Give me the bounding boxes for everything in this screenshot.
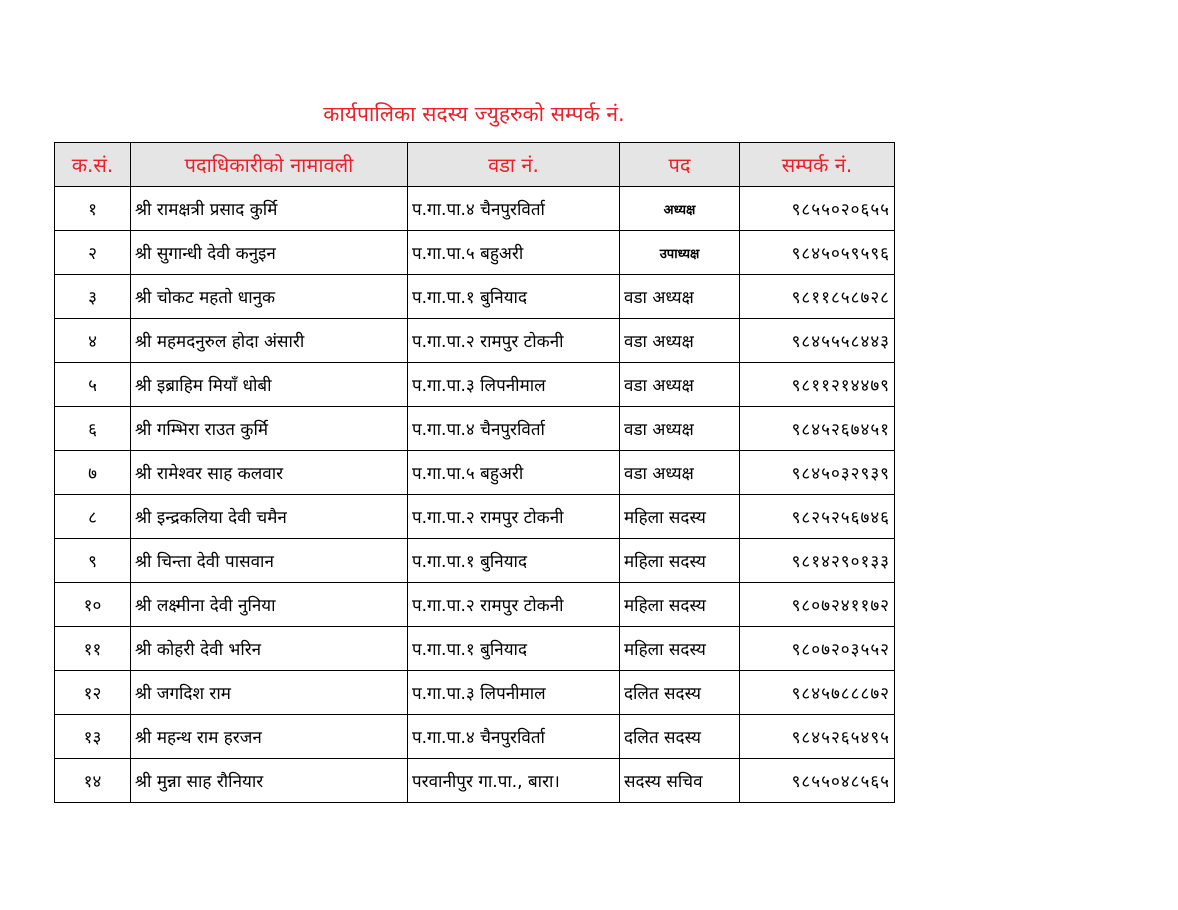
cell-ward: प.गा.पा.५ बहुअरी [408, 231, 620, 275]
cell-ward: प.गा.पा.१ बुनियाद [408, 627, 620, 671]
cell-post: दलित सदस्य [620, 715, 740, 759]
table-row [55, 319, 895, 363]
cell-phone: ९८२५२५६७४६ [740, 495, 895, 539]
cell-post: अध्यक्ष [620, 187, 740, 231]
cell-serial: ५ [55, 363, 131, 407]
cell-name: श्री कोहरी देवी भरिन [131, 627, 408, 671]
page-title: कार्यपालिका सदस्य ज्युहरुको सम्पर्क नं. [323, 102, 625, 126]
cell-name: श्री रामेश्वर साह कलवार [131, 451, 408, 495]
cell-ward: परवानीपुर गा.पा., बारा। [408, 759, 620, 803]
cell-name: श्री चोकट महतो धानुक [131, 275, 408, 319]
cell-serial: १० [55, 583, 131, 627]
cell-name: श्री इन्द्रकलिया देवी चमैन [131, 495, 408, 539]
cell-name: श्री गम्भिरा राउत कुर्मि [131, 407, 408, 451]
cell-phone: ९८०७२४११७२ [740, 583, 895, 627]
cell-serial: ४ [55, 319, 131, 363]
table-body [55, 187, 895, 803]
cell-phone: ९८११८५८७२८ [740, 275, 895, 319]
cell-name: श्री इब्राहिम मियाँ धोबी [131, 363, 408, 407]
cell-serial: ९ [55, 539, 131, 583]
cell-phone: ९८४५२६७४५१ [740, 407, 895, 451]
table-row [55, 275, 895, 319]
cell-post: दलित सदस्य [620, 671, 740, 715]
cell-phone: ९८१४२९०१३३ [740, 539, 895, 583]
table-row [55, 451, 895, 495]
table-row [55, 759, 895, 803]
cell-phone: ९८११२१४४७९ [740, 363, 895, 407]
cell-serial: १४ [55, 759, 131, 803]
cell-phone: ९८४५०३२९३९ [740, 451, 895, 495]
cell-name: श्री महमदनुरुल होदा अंसारी [131, 319, 408, 363]
cell-serial: ८ [55, 495, 131, 539]
cell-phone: ९८५५०४८५६५ [740, 759, 895, 803]
cell-serial: ६ [55, 407, 131, 451]
cell-post: वडा अध्यक्ष [620, 407, 740, 451]
table-row [55, 495, 895, 539]
cell-ward: प.गा.पा.२ रामपुर टोकनी [408, 495, 620, 539]
cell-ward: प.गा.पा.५ बहुअरी [408, 451, 620, 495]
cell-post: महिला सदस्य [620, 627, 740, 671]
table-row [55, 187, 895, 231]
cell-name: श्री लक्ष्मीना देवी नुनिया [131, 583, 408, 627]
table-row [55, 407, 895, 451]
table-row [55, 539, 895, 583]
cell-ward: प.गा.पा.१ बुनियाद [408, 539, 620, 583]
header-phone: सम्पर्क नं. [740, 143, 895, 187]
cell-name: श्री रामक्षत्री प्रसाद कुर्मि [131, 187, 408, 231]
cell-post: उपाध्यक्ष [620, 231, 740, 275]
cell-phone: ९८४५५५८४४३ [740, 319, 895, 363]
cell-ward: प.गा.पा.२ रामपुर टोकनी [408, 583, 620, 627]
header-post: पद [620, 143, 740, 187]
cell-post: वडा अध्यक्ष [620, 451, 740, 495]
cell-post: महिला सदस्य [620, 583, 740, 627]
header-ward: वडा नं. [408, 143, 620, 187]
cell-name: श्री मुन्ना साह रौनियार [131, 759, 408, 803]
cell-ward: प.गा.पा.३ लिपनीमाल [408, 363, 620, 407]
cell-post: वडा अध्यक्ष [620, 363, 740, 407]
table-row [55, 627, 895, 671]
cell-ward: प.गा.पा.२ रामपुर टोकनी [408, 319, 620, 363]
cell-ward: प.गा.पा.४ चैनपुरविर्ता [408, 407, 620, 451]
cell-ward: प.गा.पा.४ चैनपुरविर्ता [408, 187, 620, 231]
cell-name: श्री जगदिश राम [131, 671, 408, 715]
table-row [55, 231, 895, 275]
cell-serial: ११ [55, 627, 131, 671]
cell-serial: १३ [55, 715, 131, 759]
cell-serial: २ [55, 231, 131, 275]
cell-phone: ९८४५०५९५९६ [740, 231, 895, 275]
cell-phone: ९८४५२६५४९५ [740, 715, 895, 759]
cell-serial: ३ [55, 275, 131, 319]
cell-name: श्री सुगान्धी देवी कनुइन [131, 231, 408, 275]
table-row [55, 671, 895, 715]
cell-serial: १२ [55, 671, 131, 715]
cell-phone: ९८४५७८८८७२ [740, 671, 895, 715]
contact-table [54, 142, 895, 803]
table-row [55, 583, 895, 627]
cell-ward: प.गा.पा.३ लिपनीमाल [408, 671, 620, 715]
cell-post: वडा अध्यक्ष [620, 319, 740, 363]
cell-serial: १ [55, 187, 131, 231]
cell-name: श्री चिन्ता देवी पासवान [131, 539, 408, 583]
cell-post: वडा अध्यक्ष [620, 275, 740, 319]
header-name: पदाधिकारीको नामावली [131, 143, 408, 187]
table-row [55, 715, 895, 759]
table-header-row [55, 143, 895, 187]
header-serial: क.सं. [55, 143, 131, 187]
cell-post: महिला सदस्य [620, 539, 740, 583]
cell-serial: ७ [55, 451, 131, 495]
table-row [55, 363, 895, 407]
cell-phone: ९८५५०२०६५५ [740, 187, 895, 231]
cell-ward: प.गा.पा.४ चैनपुरविर्ता [408, 715, 620, 759]
cell-post: महिला सदस्य [620, 495, 740, 539]
cell-ward: प.गा.पा.१ बुनियाद [408, 275, 620, 319]
cell-name: श्री महन्थ राम हरजन [131, 715, 408, 759]
cell-phone: ९८०७२०३५५२ [740, 627, 895, 671]
cell-post: सदस्य सचिव [620, 759, 740, 803]
